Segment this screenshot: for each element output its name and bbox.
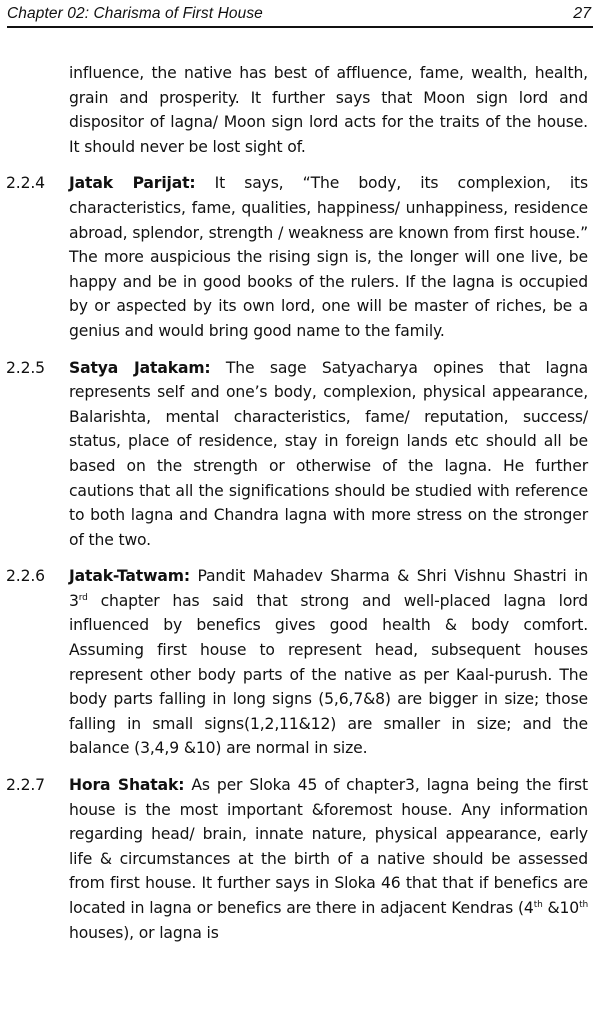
intro-paragraph	[0, 61, 600, 159]
ordinal-superscript: th	[533, 900, 543, 910]
section-heading: Jatak-Tatwam:	[69, 567, 190, 586]
section-number: 2.2.5	[6, 358, 45, 377]
section-text: The sage Satyacharya opines that lagna represents self and one’s body, complexion, physical appearance, Balarishta, mental characteristics, fame/ reputation, success/ status, place of residence, stay in foreign lands etc should all be based on the strength or otherwise of the lagna. He further cautions that all the significations should be studied with reference to both lagna and Chandra lagna with more stress on the stronger of the two.	[69, 358, 589, 549]
section-2-2-4	[0, 171, 600, 343]
running-title: Chapter 02: Charisma of First House	[7, 5, 263, 22]
section-heading: Satya Jatakam:	[69, 358, 211, 377]
section-number: 2.2.7	[6, 776, 45, 795]
section-text: Pandit Mahadev Sharma & Shri Vishnu Shastri in 3	[69, 567, 588, 610]
section-heading: Hora Shatak:	[69, 776, 185, 795]
section-number: 2.2.4	[6, 174, 45, 193]
section-2-2-7	[0, 773, 600, 945]
section-2-2-6	[0, 564, 600, 761]
section-text: houses), or lagna is	[69, 923, 219, 942]
ordinal-superscript: rd	[78, 592, 88, 603]
page-body	[0, 61, 600, 945]
intro-text: influence, the native has best of affluence, fame, wealth, health, grain and prosperity. It further says that Moon sign lord and dispositor of lagna/ Moon sign lord acts for the traits of the house. It should never be lost sight of.	[69, 64, 588, 156]
section-text: It says, “The body, its complexion, its characteristics, fame, qualities, happiness/ unhappiness, residence abroad, splendor, strength / weakness are known from first house.” The more auspicious the rising sign is, the longer will one live, be happy and be in good books of the rulers. If the lagna is occupied by or aspected by its own lord, one will be master of riches, be a genius and would bring good name to the family.	[69, 174, 588, 340]
section-text: chapter has said that strong and well-placed lagna lord influenced by benefics gives good health & body comfort. Assuming first house to represent head, subsequent houses represent other body parts of the native as per Kaal-purush. The body parts falling in long signs (5,6,7&8) are bigger in size; those falling in small signs(1,2,11&12) are smaller in size; and the balance (3,4,9 &10) are normal in size.	[69, 591, 588, 758]
section-text: &10	[542, 899, 580, 917]
page-number: 27	[573, 5, 591, 22]
ordinal-superscript: th	[579, 900, 589, 910]
section-number: 2.2.6	[6, 567, 45, 586]
running-header	[7, 4, 593, 28]
section-2-2-5	[0, 356, 600, 553]
section-text: As per Sloka 45 of chapter3, lagna being the first house is the most important &foremost house. Any information regarding head/ brain, innate nature, physical appearance, early life & circumstances at the birth of a native should be assessed from first house. It further says in Sloka 46 that that if benefics are located in lagna or benefics are there in adjacent Kendras (4	[69, 776, 588, 917]
section-heading: Jatak Parijat:	[69, 174, 196, 193]
